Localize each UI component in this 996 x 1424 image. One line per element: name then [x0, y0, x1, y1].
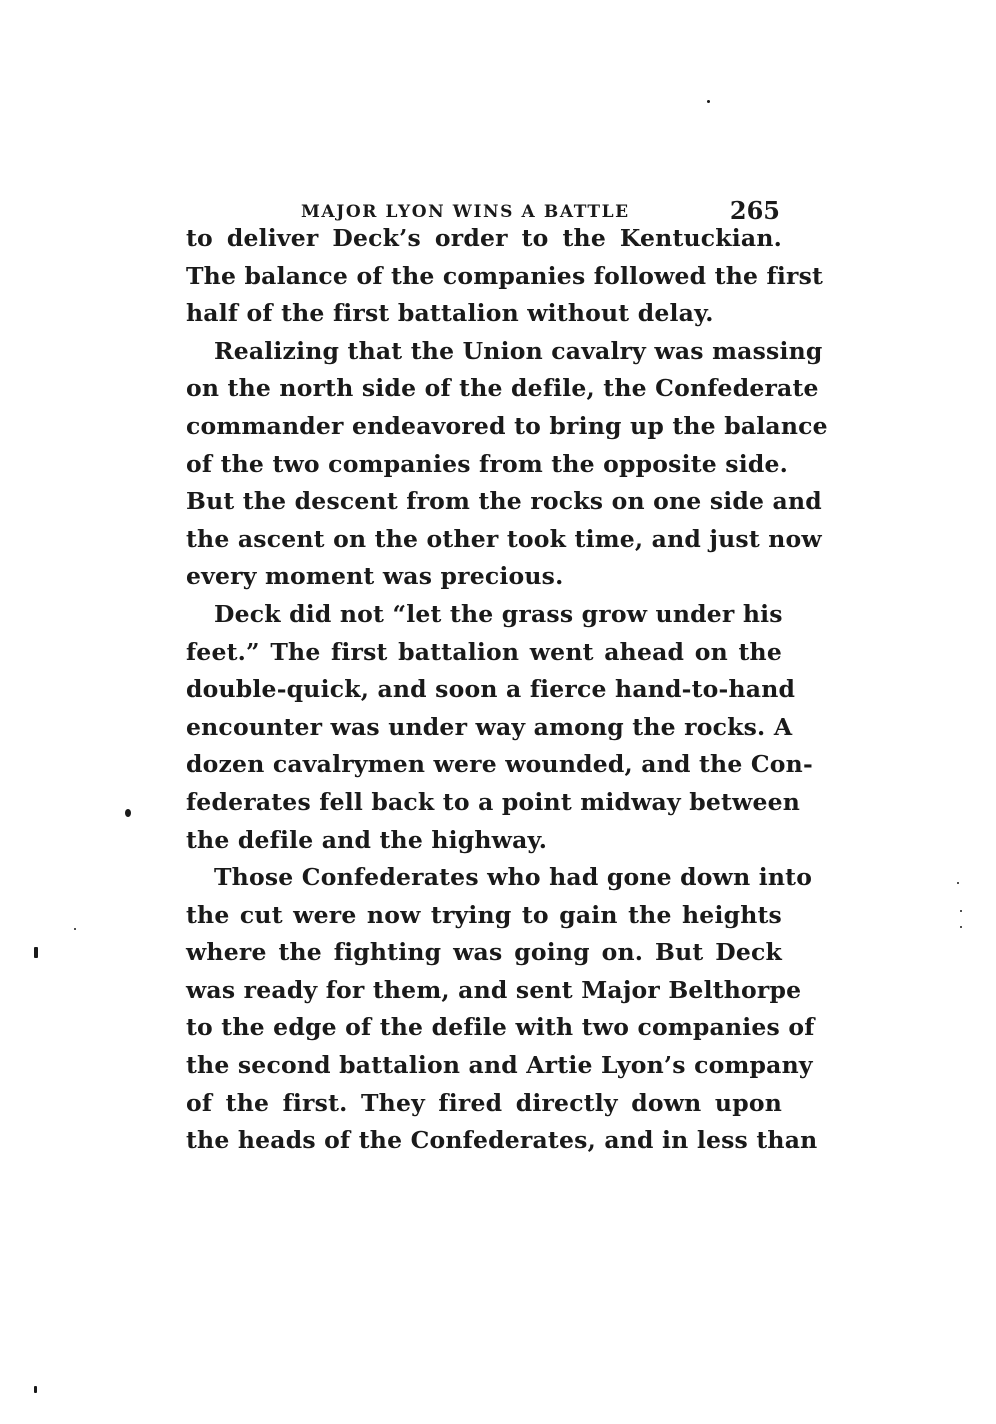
- text-line: commander endeavored to bring up the balance: [186, 411, 828, 440]
- scan-speck: [707, 100, 710, 103]
- text-line: feet.” The first battalion went ahead on the: [186, 637, 782, 666]
- text-line: Realizing that the Union cavalry was massing: [214, 336, 823, 365]
- text-line: the heads of the Confederates, and in less than: [186, 1126, 818, 1155]
- running-title: MAJOR LYON WINS A BATTLE: [301, 202, 630, 222]
- scan-speck: [957, 882, 959, 884]
- paragraph-1: [186, 220, 824, 333]
- text-line: to deliver Deck’s order to the Kentuckian.: [186, 224, 782, 252]
- paragraph-2: [186, 333, 828, 596]
- text-line: was ready for them, and sent Major Belthorpe: [186, 975, 802, 1004]
- text-line: of the first. They fired directly down upon: [186, 1088, 782, 1117]
- text-line: half of the first battalion without delay.: [186, 299, 714, 328]
- text-line: double-quick, and soon a fierce hand-to-hand: [186, 675, 796, 704]
- paragraph-4: [186, 859, 818, 1160]
- scan-speck: [960, 926, 962, 928]
- text-line: the cut were now trying to gain the heights: [186, 900, 782, 929]
- text-line: the defile and the highway.: [186, 825, 548, 854]
- text-line: the ascent on the other took time, and just now: [186, 524, 822, 553]
- body-text: [186, 220, 828, 1160]
- scan-speck: [125, 809, 131, 817]
- paragraph-3: [186, 596, 813, 859]
- text-line: Deck did not “let the grass grow under his: [214, 599, 783, 628]
- page-number: 265: [729, 196, 780, 225]
- text-line: But the descent from the rocks on one side and: [186, 487, 822, 516]
- text-line: on the north side of the defile, the Confederate: [186, 374, 819, 403]
- text-line: the second battalion and Artie Lyon’s company: [186, 1051, 813, 1080]
- text-line: to the edge of the defile with two companies of: [186, 1013, 815, 1042]
- scan-speck: [34, 1386, 37, 1393]
- scan-speck: [34, 947, 38, 958]
- text-line: Those Confederates who had gone down into: [214, 863, 813, 892]
- text-line: of the two companies from the opposite side.: [186, 449, 789, 478]
- text-line: every moment was precious.: [186, 562, 564, 591]
- text-line: federates fell back to a point midway between: [186, 787, 801, 816]
- scan-speck: [960, 910, 962, 912]
- text-line: where the fighting was going on. But Deck: [186, 938, 782, 967]
- text-line: encounter was under way among the rocks. A: [186, 712, 793, 741]
- text-line: dozen cavalrymen were wounded, and the Con-: [186, 750, 813, 779]
- scan-speck: [74, 928, 76, 930]
- text-line: The balance of the companies followed the first: [186, 261, 824, 290]
